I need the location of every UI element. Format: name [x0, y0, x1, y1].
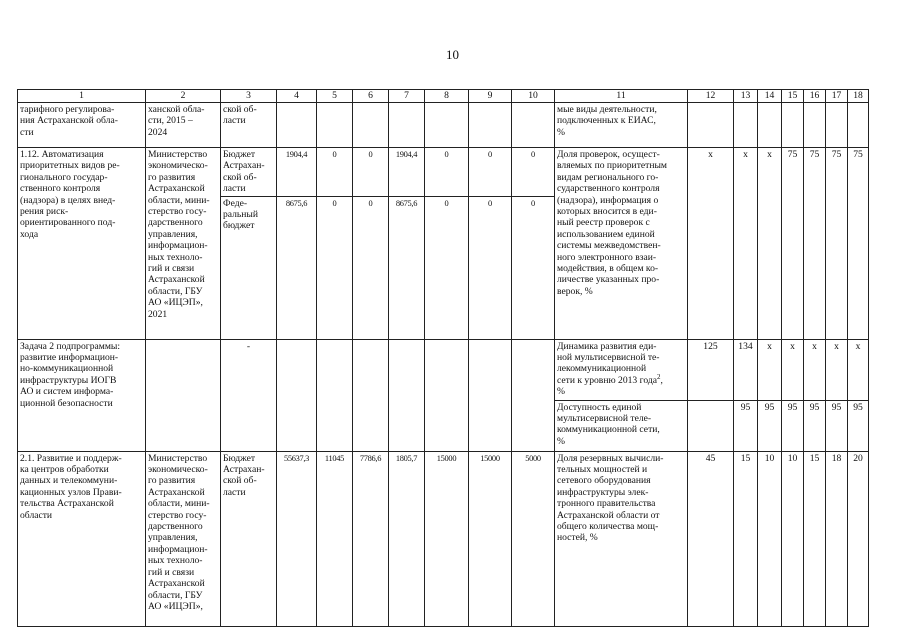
cell-target: x: [848, 339, 869, 400]
cell-value: 15000: [469, 451, 512, 626]
cell-indicator: Доступность единой мультисервисной теле- коммуникационной сети, %: [555, 400, 688, 451]
cell-target: 95: [848, 400, 869, 451]
cell-measure: 1.12. Автоматизация приоритетных видов ре- гионального государ- ственного контроля (надзора) в целях внед- рения риск- ориентированного под- хода: [18, 148, 146, 340]
cell-target: x: [734, 148, 758, 340]
cell-value: 8675,6: [389, 196, 425, 339]
cell-value: 0: [353, 148, 389, 197]
cell-target: 75: [848, 148, 869, 340]
cell-target: x: [826, 339, 848, 400]
footnote-mark: 2: [656, 372, 661, 381]
cell-executor: Министерство экономическо- го развития Астраханской области, мини- стерство госу- дарственного управления, информацион- ных техноло- гий и связи Астраханской области, ГБУ АО «ИЦЭП»,: [146, 451, 221, 626]
table-row-2-1: [18, 451, 869, 626]
column-number: 8: [425, 90, 469, 103]
cell-task: Задача 2 подпрограммы: развитие информацион- но-коммуникационной инфраструктуры ИОГВ АО и систем информа- ционной безопасности: [18, 339, 146, 451]
column-number: 11: [555, 90, 688, 103]
cell-target: 75: [804, 148, 826, 340]
cell-target: 75: [782, 148, 804, 340]
cell-value: 0: [317, 148, 353, 197]
table-row-continuation: [18, 103, 869, 148]
column-number: 1: [18, 90, 146, 103]
column-number: 4: [277, 90, 317, 103]
cell-value: 8675,6: [277, 196, 317, 339]
cell-target: 10: [782, 451, 804, 626]
cell-target: [688, 400, 734, 451]
cell-target: x: [804, 339, 826, 400]
cell-value: 0: [425, 148, 469, 197]
cell-target: x: [688, 148, 734, 340]
cell-value: 1904,4: [277, 148, 317, 197]
cell-indicator: Динамика развития еди- ной мультисервисной те- лекоммуникационной сети к уровню 2013 года$^2$, %: [555, 339, 688, 400]
cell-value: 0: [353, 196, 389, 339]
column-number: 7: [389, 90, 425, 103]
cell-value: 0: [469, 148, 512, 197]
column-number: 16: [804, 90, 826, 103]
cell-value: 15000: [425, 451, 469, 626]
cell-value: 0: [512, 196, 555, 339]
cell-funding-source: ской об- ласти: [221, 103, 277, 148]
cell-target: 134: [734, 339, 758, 400]
cell-target: 95: [804, 400, 826, 451]
column-number: 15: [782, 90, 804, 103]
cell-target: 18: [826, 451, 848, 626]
cell-value: 7786,6: [353, 451, 389, 626]
cell-target: 95: [734, 400, 758, 451]
cell-funding-source: Бюджет Астрахан- ской об- ласти: [221, 451, 277, 626]
cell-indicator: Доля резервных вычисли- тельных мощностей и сетевого оборудования инфраструктуры элек- тронного правительства Астраханской области от общего количества мощ- ностей, %: [555, 451, 688, 626]
cell-value: 0: [469, 196, 512, 339]
cell-value: 5000: [512, 451, 555, 626]
cell-target: 45: [688, 451, 734, 626]
cell-value: 0: [425, 196, 469, 339]
column-number: 18: [848, 90, 869, 103]
cell-funding-source: Феде- ральный бюджет: [221, 196, 277, 339]
cell-measure: 2.1. Развитие и поддерж- ка центров обработки данных и телекоммуни- кационных узлов Прави- тельства Астраханской области: [18, 451, 146, 626]
column-number: 17: [826, 90, 848, 103]
cell-target: 15: [804, 451, 826, 626]
table-row-task-2: [18, 339, 869, 400]
cell-executor: Министерство экономическо- го развития Астраханской области, мини- стерство госу- дарственного управления, информацион- ных техноло- гий и связи Астраханской области, ГБУ АО «ИЦЭП», 2021: [146, 148, 221, 340]
column-number: 5: [317, 90, 353, 103]
column-number: 13: [734, 90, 758, 103]
cell-target: 20: [848, 451, 869, 626]
cell-target: x: [758, 148, 782, 340]
cell-value: 1904,4: [389, 148, 425, 197]
cell-target: 95: [826, 400, 848, 451]
page-number: 10: [446, 47, 459, 62]
cell-target: 15: [734, 451, 758, 626]
cell-value: 0: [317, 196, 353, 339]
cell-target: 95: [782, 400, 804, 451]
table-row-1-12-regional-budget: [18, 148, 869, 197]
cell-target: x: [758, 339, 782, 400]
column-number-row: [18, 90, 869, 103]
cell-value: 0: [512, 148, 555, 197]
column-number: 10: [512, 90, 555, 103]
cell-target: x: [782, 339, 804, 400]
column-number: 12: [688, 90, 734, 103]
column-number: 2: [146, 90, 221, 103]
cell-value: 11045: [317, 451, 353, 626]
column-number: 9: [469, 90, 512, 103]
cell-target: 125: [688, 339, 734, 400]
program-table: [17, 89, 869, 627]
cell-executor: ханской обла- сти, 2015 – 2024: [146, 103, 221, 148]
cell-value: 1805,7: [389, 451, 425, 626]
cell-funding-source: -: [221, 339, 277, 451]
cell-indicator: Доля проверок, осущест- вляемых по приоритетным видам регионального го- сударственного контроля (надзора), информация о которых вносится в еди- ный реестр проверок с использованием единой системы межведомствен- ного электронного взаи- модействия, в общем ко- личестве указанных про- верок, %: [555, 148, 688, 340]
cell-target: 95: [758, 400, 782, 451]
column-number: 14: [758, 90, 782, 103]
cell-target: 10: [758, 451, 782, 626]
cell-indicator: мые виды деятельности, подключенных к ЕИАС, %: [555, 103, 688, 148]
cell-funding-source: Бюджет Астрахан- ской об- ласти: [221, 148, 277, 197]
cell-value: 55637,3: [277, 451, 317, 626]
cell-target: 75: [826, 148, 848, 340]
column-number: 6: [353, 90, 389, 103]
column-number: 3: [221, 90, 277, 103]
cell-measure: тарифного регулирова- ния Астраханской обла- сти: [18, 103, 146, 148]
